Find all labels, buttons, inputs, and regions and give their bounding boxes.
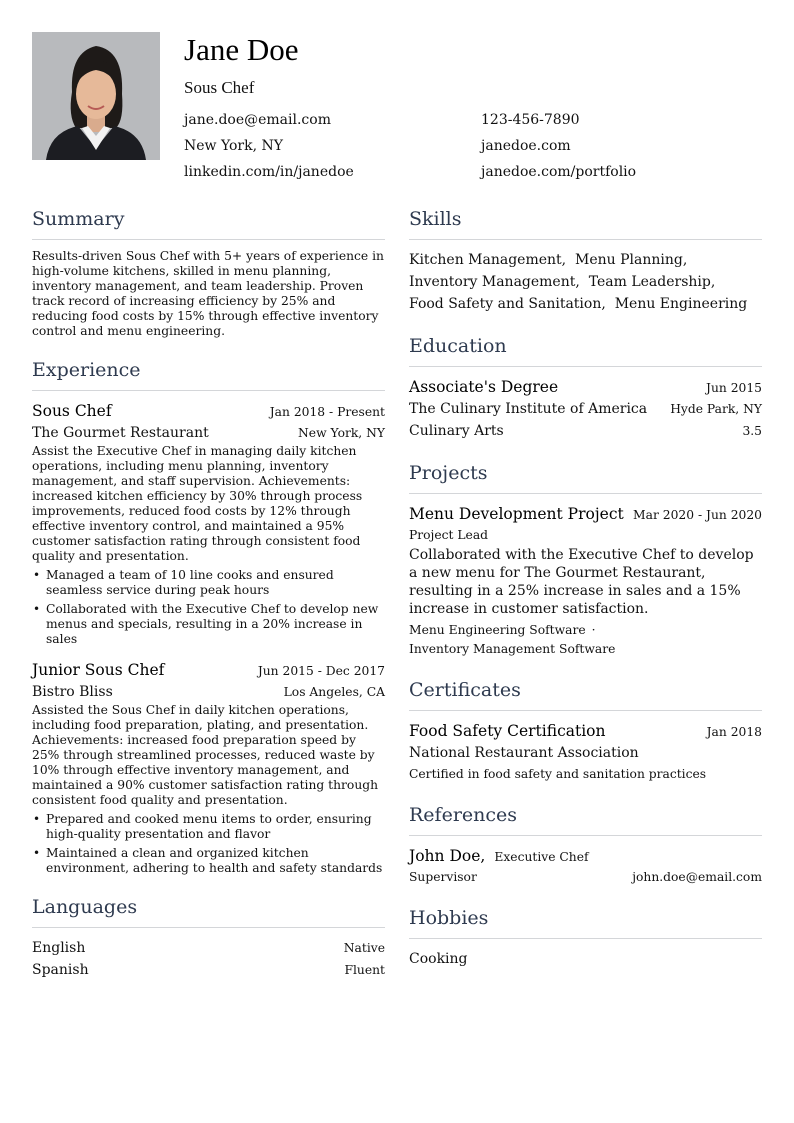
skills-divider [409, 239, 762, 240]
education-heading: Education [409, 335, 507, 357]
experience-position: Junior Sous Chef [32, 661, 165, 679]
reference-header [409, 845, 762, 867]
project-name: Menu Development Project [409, 505, 624, 523]
contact-phone[interactable]: 123-456-7890 [481, 112, 580, 128]
projects-heading: Projects [409, 462, 488, 484]
project-dates: Mar 2020 - Jun 2020 [633, 508, 762, 522]
languages-divider [32, 927, 385, 928]
education-institution: The Culinary Institute of America [409, 401, 648, 417]
projects-divider [409, 493, 762, 494]
experience-section [32, 357, 385, 876]
language-level: Fluent [344, 963, 385, 977]
education-date: Jun 2015 [706, 381, 762, 395]
summary-text: Results-driven Sous Chef with 5+ years of experience in high-volume kitchens, skilled in menu planning, inventory management, and team leadership. Proven track record of increasing efficiency by 25% and reducing food costs by 15% through effective inventory control and menu engineering. [32, 249, 384, 338]
languages-section [32, 894, 385, 981]
experience-location: New York, NY [298, 426, 385, 440]
experience-company: Bistro Bliss [32, 684, 113, 700]
references-divider [409, 835, 762, 836]
candidate-role: Sous Chef [184, 78, 255, 97]
project-description: Collaborated with the Executive Chef to develop a new menu for The Gourmet Restaurant, resulting in a 25% increase in sales and a 15% increase in customer satisfaction. [409, 547, 754, 617]
hobbies-heading: Hobbies [409, 907, 489, 929]
reference-relationship: Supervisor [409, 870, 477, 884]
language-level: Native [343, 941, 385, 955]
contact-email[interactable]: jane.doe@email.com [184, 112, 331, 128]
education-divider [409, 366, 762, 367]
skill-item: Kitchen Management, [409, 252, 567, 268]
skill-item: Inventory Management, [409, 274, 580, 290]
language-row [32, 959, 385, 981]
experience-description: Assisted the Sous Chef in daily kitchen operations, including food preparation, plating, and presentation. Achievements: increased food preparation speed by 25% through streamlined processes, reduced waste by 10% through effective inventory management, and maintained a 90% customer satisfaction rating through consistent food quality and presentation. [32, 703, 379, 807]
contact-portfolio[interactable]: janedoe.com/portfolio [481, 164, 637, 180]
experience-company: The Gourmet Restaurant [32, 425, 209, 441]
certificate-date: Jan 2018 [706, 725, 762, 739]
experience-dates: Jan 2018 - Present [269, 405, 385, 419]
certificate-name: Food Safety Certification [409, 722, 606, 740]
experience-heading: Experience [32, 359, 141, 381]
experience-dates: Jun 2015 - Dec 2017 [257, 664, 385, 678]
experience-position: Sous Chef [32, 402, 112, 420]
keyword-separator: · [591, 623, 596, 637]
language-name: English [32, 940, 86, 956]
experience-entry [32, 659, 385, 876]
project-keywords [409, 621, 762, 659]
hobbies-divider [409, 938, 762, 939]
education-field: Culinary Arts [409, 423, 504, 439]
education-degree: Associate's Degree [409, 378, 559, 396]
reference-email[interactable]: john.doe@email.com [632, 870, 762, 884]
projects-section [409, 460, 762, 659]
skills-heading: Skills [409, 208, 462, 230]
certificates-section [409, 677, 762, 784]
experience-entry [32, 400, 385, 647]
certificate-issuer: National Restaurant Association [409, 745, 639, 761]
profile-photo-image [32, 32, 160, 160]
summary-divider [32, 239, 385, 240]
education-gpa: 3.5 [742, 424, 762, 438]
project-keyword: Inventory Management Software [409, 642, 616, 656]
education-section [409, 333, 762, 442]
summary-section [32, 206, 385, 339]
left-column [32, 206, 385, 999]
language-name: Spanish [32, 962, 89, 978]
experience-highlights [32, 568, 385, 647]
language-row [32, 937, 385, 959]
skill-item: Menu Planning, [575, 252, 688, 268]
profile-photo [32, 32, 160, 160]
experience-highlights [32, 812, 385, 876]
hobbies-section [409, 905, 762, 970]
skills-list [409, 249, 762, 315]
experience-location: Los Angeles, CA [283, 685, 385, 699]
certificate-summary: Certified in food safety and sanitation practices [409, 767, 707, 781]
reference-name: John Doe, [409, 847, 486, 865]
candidate-name: Jane Doe [184, 32, 299, 67]
contact-website[interactable]: janedoe.com [481, 138, 571, 154]
skill-item: Team Leadership, [588, 274, 716, 290]
contact-location: New York, NY [184, 138, 283, 154]
skill-item: Menu Engineering [614, 296, 748, 312]
summary-heading: Summary [32, 208, 125, 230]
references-heading: References [409, 804, 518, 826]
education-location: Hyde Park, NY [670, 402, 762, 416]
skills-section [409, 206, 762, 315]
reference-position: Executive Chef [494, 850, 589, 864]
references-section [409, 802, 762, 887]
contact-linkedin[interactable]: linkedin.com/in/janedoe [184, 164, 354, 180]
skill-item: Food Safety and Sanitation, [409, 296, 606, 312]
experience-highlight: • Managed a team of 10 line cooks and ensured seamless service during peak hours [46, 568, 385, 598]
certificates-divider [409, 710, 762, 711]
certificates-heading: Certificates [409, 679, 521, 701]
resume-header [184, 32, 764, 189]
languages-heading: Languages [32, 896, 138, 918]
project-keyword: Menu Engineering Software [409, 623, 586, 637]
experience-divider [32, 390, 385, 391]
project-role: Project Lead [409, 528, 489, 542]
experience-highlight: • Maintained a clean and organized kitchen environment, adhering to health and safety standards [46, 846, 385, 876]
right-column [409, 206, 762, 988]
contact-info [184, 111, 764, 189]
experience-highlight: • Collaborated with the Executive Chef to develop new menus and specials, resulting in a 20% increase in sales [46, 602, 385, 647]
hobby-item: Cooking [409, 951, 468, 967]
experience-description: Assist the Executive Chef in managing daily kitchen operations, including menu planning, inventory management, and staff supervision. Achievements: increased kitchen efficiency by 30% through process improvements, reduced food costs by 12% through effective inventory control, and maintained a 95% customer satisfaction rating through consistent food quality and presentation. [32, 444, 363, 563]
experience-highlight: • Prepared and cooked menu items to order, ensuring high-quality presentation and flavor [46, 812, 385, 842]
